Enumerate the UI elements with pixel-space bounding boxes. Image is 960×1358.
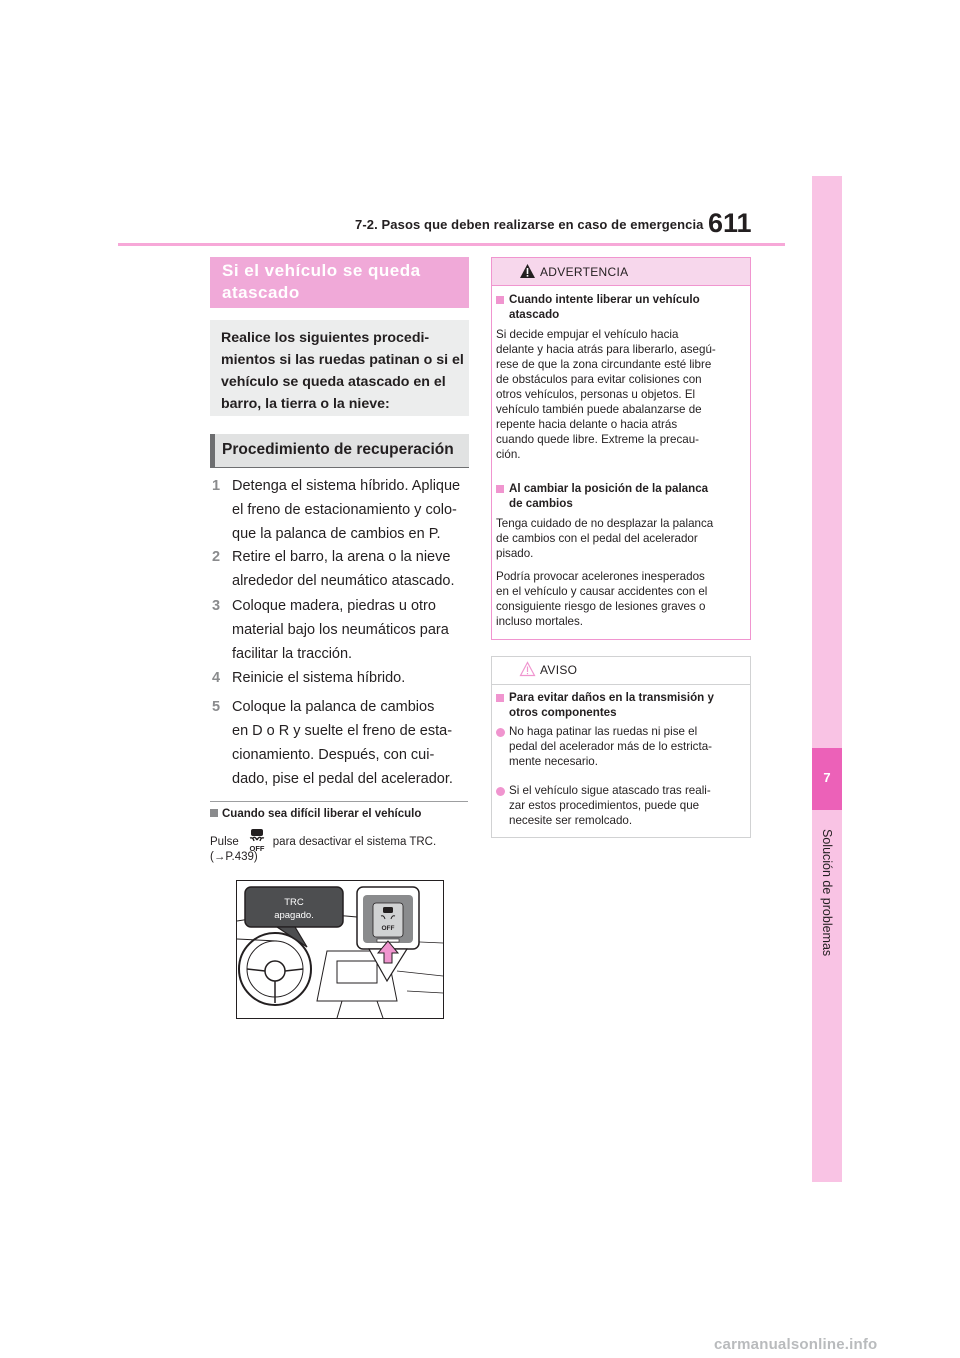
warning-item-body: Tenga cuidado de no desplazar la palanca de cambios con el pedal del acelerador pisado.	[496, 517, 714, 560]
step-line: Reinicie el sistema híbrido.	[232, 670, 406, 686]
section-title: Si el vehículo se queda atascado	[222, 261, 421, 302]
step-line: en D o R y suelte el freno de esta-	[232, 723, 453, 739]
header-title: 7-2. Pasos que deben realizarse en caso de emergencia	[355, 217, 704, 232]
bullet-square	[496, 694, 504, 702]
chapter-number: 7	[823, 770, 831, 785]
step-number: 5	[212, 699, 221, 715]
intro-box	[210, 320, 469, 416]
step-line: material bajo los neumáticos para	[232, 622, 449, 638]
step-number: 2	[212, 549, 221, 565]
step-line: dado, pise el pedal del acelerador.	[232, 771, 453, 787]
step-line: que la palanca de cambios en P.	[232, 526, 441, 542]
warning-item-body: Podría provocar acelerones inesperados en el vehículo y causar accidentes con el consiguiente riesgo de lesiones graves o incluso mortales.	[496, 570, 708, 628]
caution-triangle-icon	[519, 661, 536, 677]
warning-item-heading: Cuando intente liberar un vehículo atascado	[509, 293, 700, 321]
notice-label: AVISO	[540, 663, 578, 677]
step-number: 4	[212, 670, 221, 686]
step-line: alrededor del neumático atascado.	[232, 573, 455, 589]
header-rule	[118, 243, 785, 246]
warning-label: ADVERTENCIA	[540, 265, 629, 279]
step-line: cionamiento. Después, con cui-	[232, 747, 435, 763]
notice-bullet: Si el vehículo sigue atascado tras reali- zar estos procedimientos, puede que necesite ser remolcado.	[509, 784, 711, 827]
chapter-title: Solución de problemas	[820, 829, 834, 957]
note-reference[interactable]: (→P.439)	[210, 851, 258, 863]
note-text: Pulse para desactivar el sistema TRC.	[210, 836, 437, 848]
trc-off-icon	[245, 828, 269, 852]
bullet-square	[496, 296, 504, 304]
button-label: OFF	[381, 925, 395, 932]
intro-text: Realice los siguientes procedi-mientos si las ruedas patinan o si el vehículo se queda atascado en el barro, la tierra o la nieve:	[221, 330, 464, 412]
svg-text:OFF: OFF	[249, 844, 265, 852]
bullet-dot	[496, 787, 505, 796]
step-line: Retire el barro, la arena o la nieve	[232, 549, 451, 565]
note-title: Cuando sea difícil liberar el vehículo	[210, 808, 421, 820]
note-divider	[210, 801, 468, 802]
bubble-text-line2: apagado.	[274, 910, 314, 921]
procedure-header	[210, 434, 469, 467]
procedure-title: Procedimiento de recuperación	[222, 441, 454, 458]
step-line: facilitar la tracción.	[232, 646, 353, 662]
notice-header-rule	[492, 684, 750, 685]
dashboard-illustration	[236, 880, 444, 1019]
bullet-square	[496, 485, 504, 493]
bullet-dot	[496, 728, 505, 737]
step-line: el freno de estacionamiento y colo-	[232, 502, 457, 518]
watermark[interactable]: carmanualsonline.info	[714, 1336, 878, 1353]
warning-triangle-icon	[519, 263, 536, 279]
step-line: Detenga el sistema híbrido. Aplique	[232, 478, 461, 494]
step-number: 1	[212, 478, 221, 494]
page-number: 611	[708, 208, 752, 238]
bubble-text-line1: TRC	[284, 897, 304, 908]
step-number: 3	[212, 598, 221, 614]
notice-heading: Para evitar daños en la transmisión y otros componentes	[509, 691, 714, 719]
warning-item-heading: Al cambiar la posición de la palanca de cambios	[509, 482, 709, 510]
step-line: Coloque la palanca de cambios	[232, 699, 435, 715]
notice-bullet: No haga patinar las ruedas ni pise el pedal del acelerador más de lo estricta- mente necesario.	[509, 725, 712, 768]
step-line: Coloque madera, piedras u otro	[232, 598, 436, 614]
chapter-side-tab	[812, 176, 842, 1182]
warning-item-body: Si decide empujar el vehículo hacia delante y hacia atrás para liberarlo, asegú- rese de que la zona circundante esté libre de obstáculos para evitar colisiones con otros vehículos, personas u objetos. El vehículo también puede abalanzarse de repente hacia delante o hacia atrás cuando quede libre. Extreme la precau- ción.	[496, 328, 716, 461]
warning-header-rule	[492, 285, 750, 286]
section-banner	[210, 257, 469, 308]
